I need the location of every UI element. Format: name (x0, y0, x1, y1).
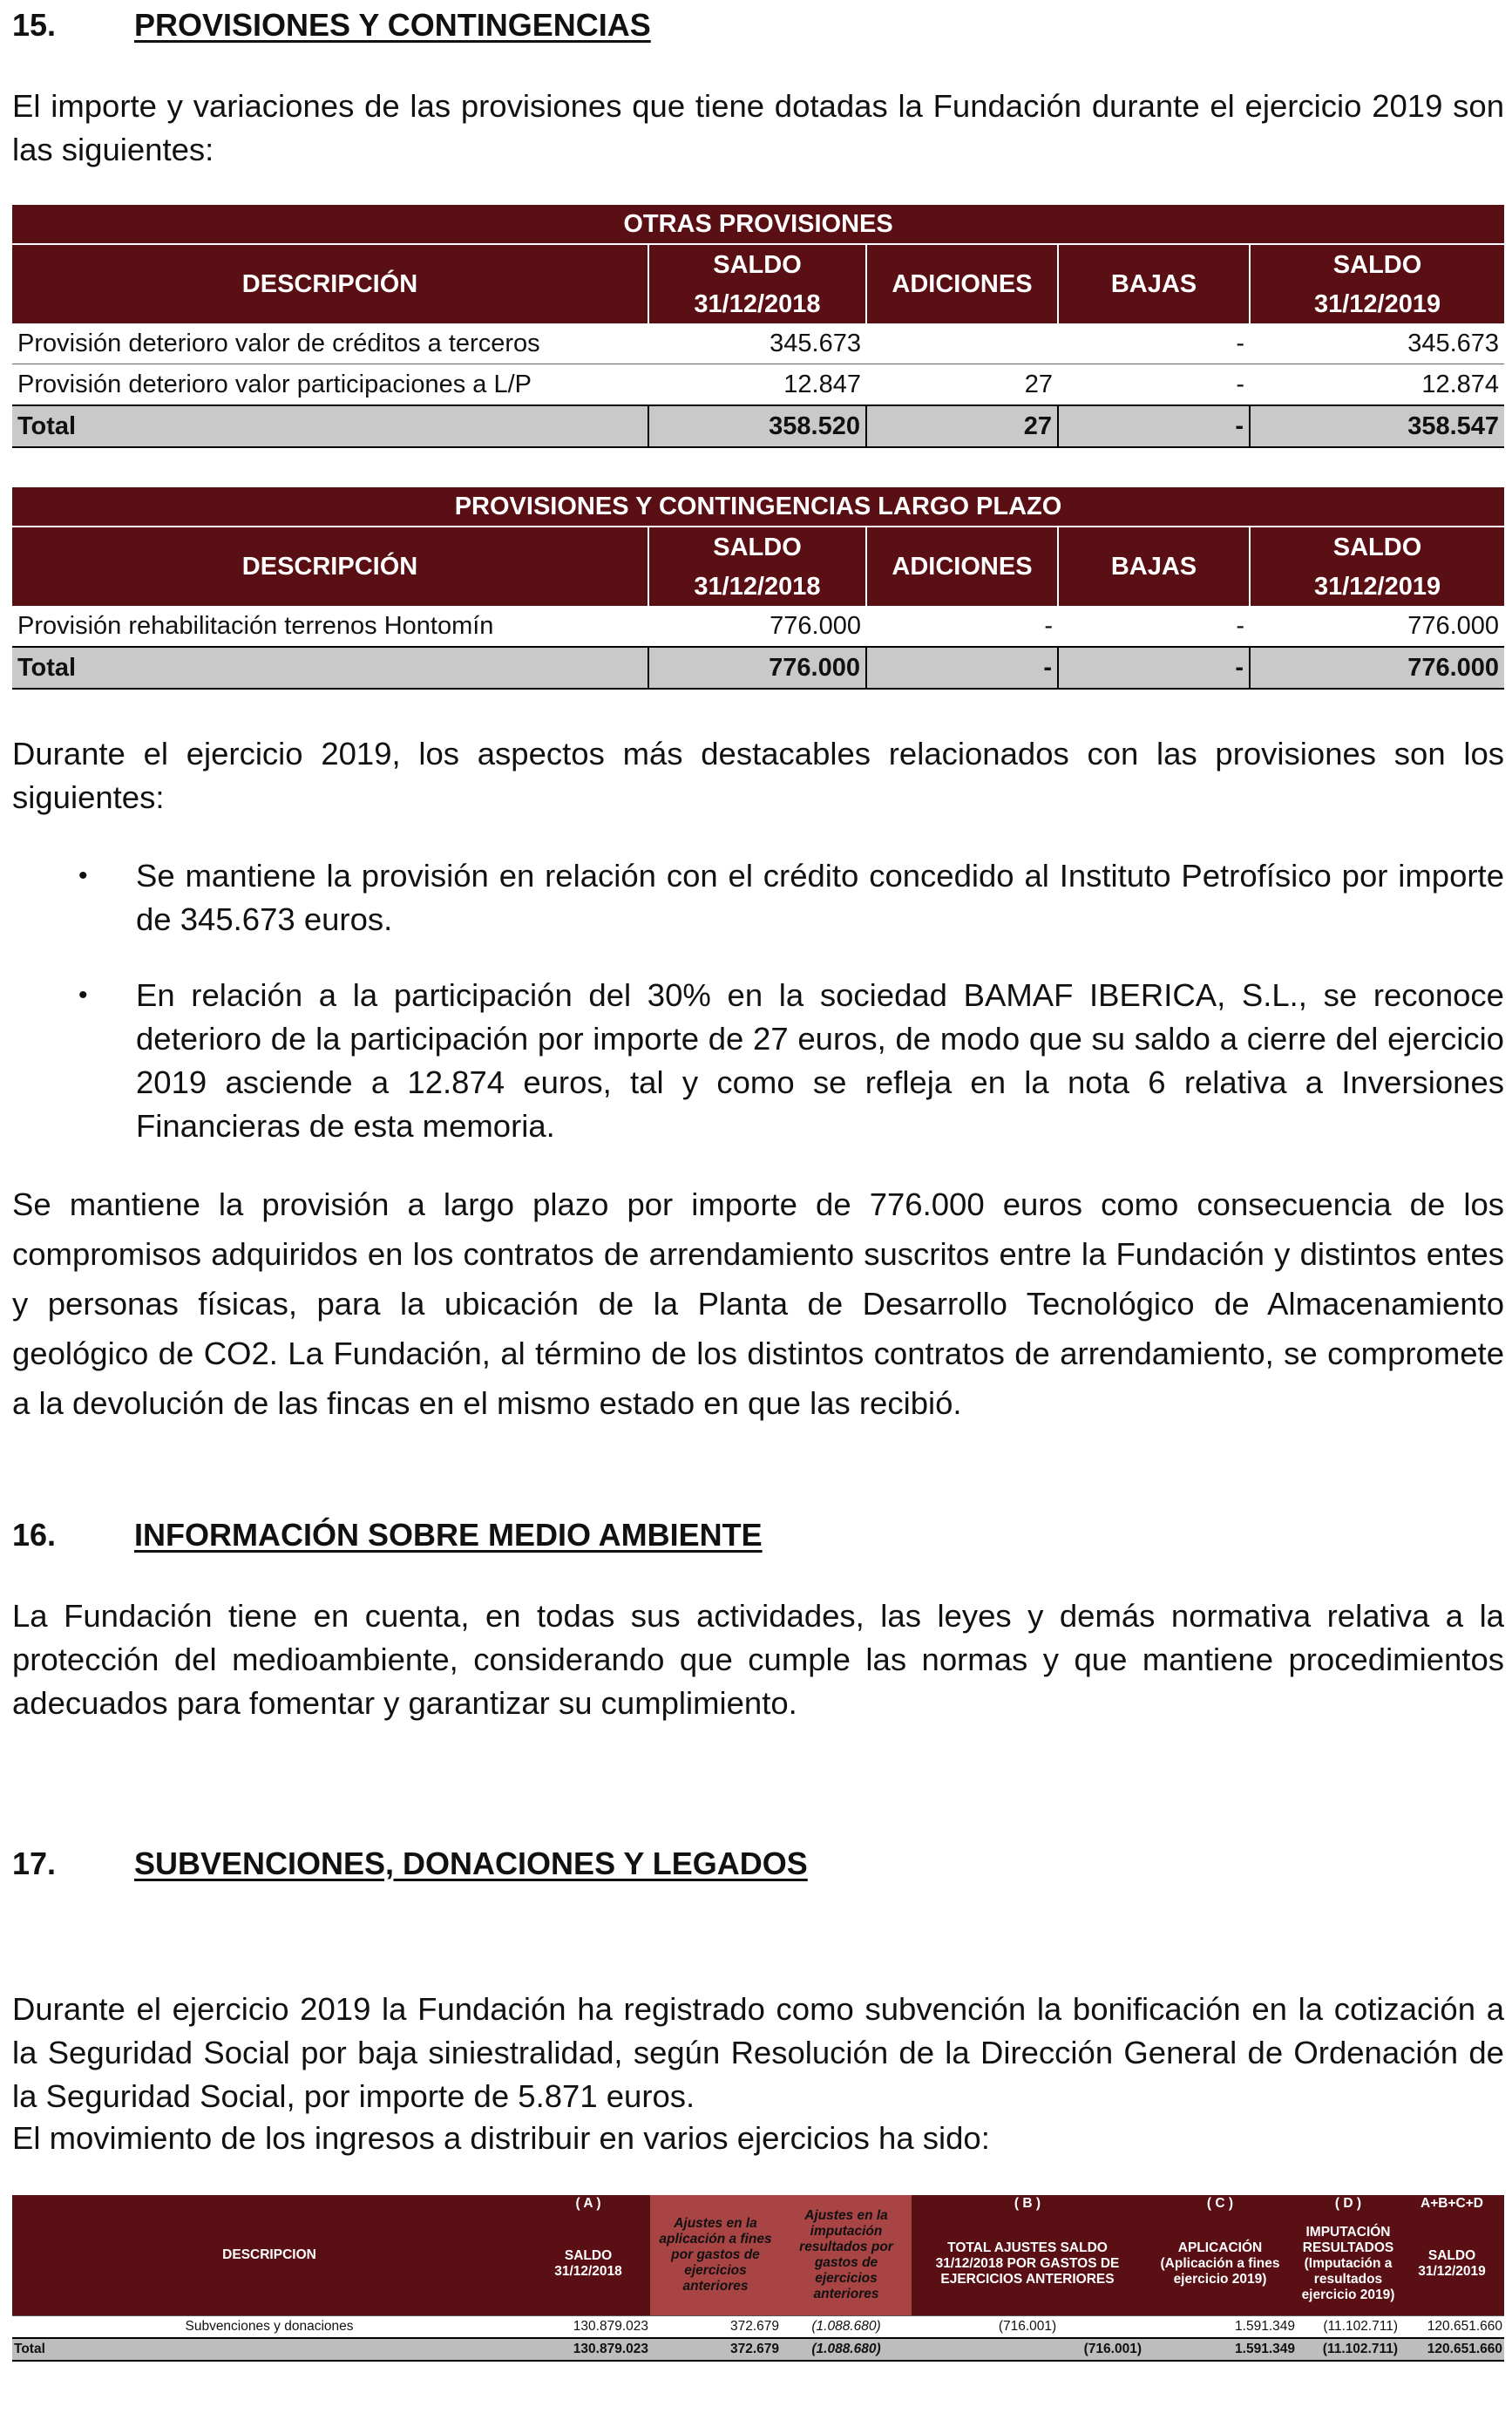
col-header-ajustes-imputacion: Ajustes en la imputación resultados por gastos de ejercicios anteriores (781, 2195, 912, 2315)
col-header-bajas: BAJAS (1058, 244, 1250, 323)
section-17-title: SUBVENCIONES, DONACIONES Y LEGADOS (134, 1846, 808, 1881)
col-header-total-ajustes: TOTAL AJUSTES SALDO 31/12/2018 POR GASTOS DE EJERCICIOS ANTERIORES (912, 2213, 1143, 2315)
col-header-d-marker: ( D ) (1297, 2195, 1400, 2213)
col-header-c-marker: ( C ) (1143, 2195, 1297, 2213)
bullet-text: Se mantiene la provisión en relación con el crédito concedido al Instituto Petrofísico por importe de 345.673 euros. (136, 858, 1504, 937)
list-item (12, 854, 1504, 941)
col-header-saldo-2019: SALDO 31/12/2019 (1400, 2213, 1504, 2315)
col-header-date-2019: 31/12/2019 (1250, 568, 1504, 606)
movimiento-paragraph: El movimiento de los ingresos a distribuir en varios ejercicios ha sido: (12, 2120, 990, 2156)
col-header-date-2019: 31/12/2019 (1250, 285, 1504, 323)
section-15-number: 15. (12, 7, 57, 43)
largo-plazo-paragraph: Se mantiene la provisión a largo plazo por importe de 776.000 euros como consecuencia de los compromisos adquiridos en los contratos de arrendamiento suscritos entre la Fundación y distintos entes y personas físicas, para la ubicación de la Planta de Desarrollo Tecnológico de Almacenamiento geológico de CO2. La Fundación, al término de los distintos contratos de arrendamiento, se compromete a la devolución de las fincas en el mismo estado en que las recibió. (12, 1186, 1504, 1421)
section-16-heading (12, 1517, 763, 1553)
col-header-b-marker: ( B ) (912, 2195, 1143, 2213)
col-header-adiciones: ADICIONES (866, 244, 1058, 323)
col-header-bajas: BAJAS (1058, 527, 1250, 606)
otras-provisiones-table (12, 205, 1504, 448)
col-header-saldo-2019: SALDO (1250, 244, 1504, 285)
col-header-descripcion: DESCRIPCION (12, 2195, 526, 2315)
col-header-aplicacion: APLICACIÓN (Aplicación a fines ejercicio 2019) (1143, 2213, 1297, 2315)
col-header-adiciones: ADICIONES (866, 527, 1058, 606)
bullet-icon: • (78, 981, 88, 1009)
table-total-row: Total 776.000 - - 776.000 (12, 647, 1504, 689)
col-header-descripcion: DESCRIPCIÓN (12, 527, 648, 606)
section-15-title: PROVISIONES Y CONTINGENCIAS (134, 7, 651, 43)
col-header-date-2018: 31/12/2018 (648, 285, 866, 323)
col-header-ajustes-aplicacion: Ajustes en la aplicación a fines por gastos de ejercicios anteriores (650, 2195, 781, 2315)
section-15-intro: El importe y variaciones de las provisiones que tiene dotadas la Fundación durante el ejercicio 2019 son las siguientes: (12, 88, 1504, 167)
section-16-body: La Fundación tiene en cuenta, en todas sus actividades, las leyes y demás normativa relativa a la protección del medioambiente, considerando que cumple las normas y que mantiene procedimientos adecuados para fomentar y garantizar su cumplimiento. (12, 1598, 1504, 1721)
col-header-saldo-2019: SALDO (1250, 527, 1504, 568)
table-total-row: Total 130.879.023 372.679 (1.088.680) (716.001) 1.591.349 (11.102.711) 120.651.660 (12, 2338, 1504, 2361)
section-15-heading (12, 7, 651, 44)
list-item (12, 974, 1504, 1148)
table-row: Subvenciones y donaciones 130.879.023 372.679 (1.088.680) (716.001) 1.591.349 (11.102.711) 120.651.660 (12, 2315, 1504, 2338)
bullet-text: En relación a la participación del 30% en la sociedad BAMAF IBERICA, S.L., se reconoce deterioro de la participación por importe de 27 euros, de modo que su saldo a cierre del ejercicio 2019 asciende a 12.874 euros, tal y como se refleja en la nota 6 relativa a Inversiones Financieras de esta memoria. (136, 977, 1504, 1144)
table-row: Provisión deterioro valor participaciones a L/P 12.847 27 - 12.874 (12, 364, 1504, 406)
section-16-title: INFORMACIÓN SOBRE MEDIO AMBIENTE (134, 1517, 763, 1553)
section-17-number: 17. (12, 1846, 57, 1881)
col-header-saldo-2018: SALDO (648, 527, 866, 568)
section-16-number: 16. (12, 1517, 57, 1553)
col-header-date-2018: 31/12/2018 (648, 568, 866, 606)
table-group-title: PROVISIONES Y CONTINGENCIAS LARGO PLAZO (12, 487, 1504, 527)
table-row: Provisión deterioro valor de créditos a terceros 345.673 - 345.673 (12, 323, 1504, 364)
section-17-heading (12, 1846, 808, 1882)
col-header-saldo-2018: SALDO 31/12/2018 (526, 2213, 650, 2315)
table-group-title: OTRAS PROVISIONES (12, 205, 1504, 244)
col-header-sum-marker: A+B+C+D (1400, 2195, 1504, 2213)
bullet-icon: • (78, 861, 88, 890)
col-header-a-marker: ( A ) (526, 2195, 650, 2213)
col-header-imputacion: IMPUTACIÓN RESULTADOS (Imputación a resultados ejercicio 2019) (1297, 2213, 1400, 2315)
col-header-saldo-2018: SALDO (648, 244, 866, 285)
col-header-descripcion: DESCRIPCIÓN (12, 244, 648, 323)
section-17-body: Durante el ejercicio 2019 la Fundación ha registrado como subvención la bonificación en la cotización a la Seguridad Social por baja siniestralidad, según Resolución de la Dirección General de Ordenación de la Seguridad Social, por importe de 5.871 euros. (12, 1991, 1504, 2114)
aspects-paragraph: Durante el ejercicio 2019, los aspectos más destacables relacionados con las provisiones son los siguientes: (12, 736, 1504, 815)
subvenciones-table (12, 2195, 1504, 2362)
table-row: Provisión rehabilitación terrenos Hontomín 776.000 - - 776.000 (12, 606, 1504, 647)
provisiones-largo-plazo-table (12, 487, 1504, 690)
table-total-row: Total 358.520 27 - 358.547 (12, 405, 1504, 447)
